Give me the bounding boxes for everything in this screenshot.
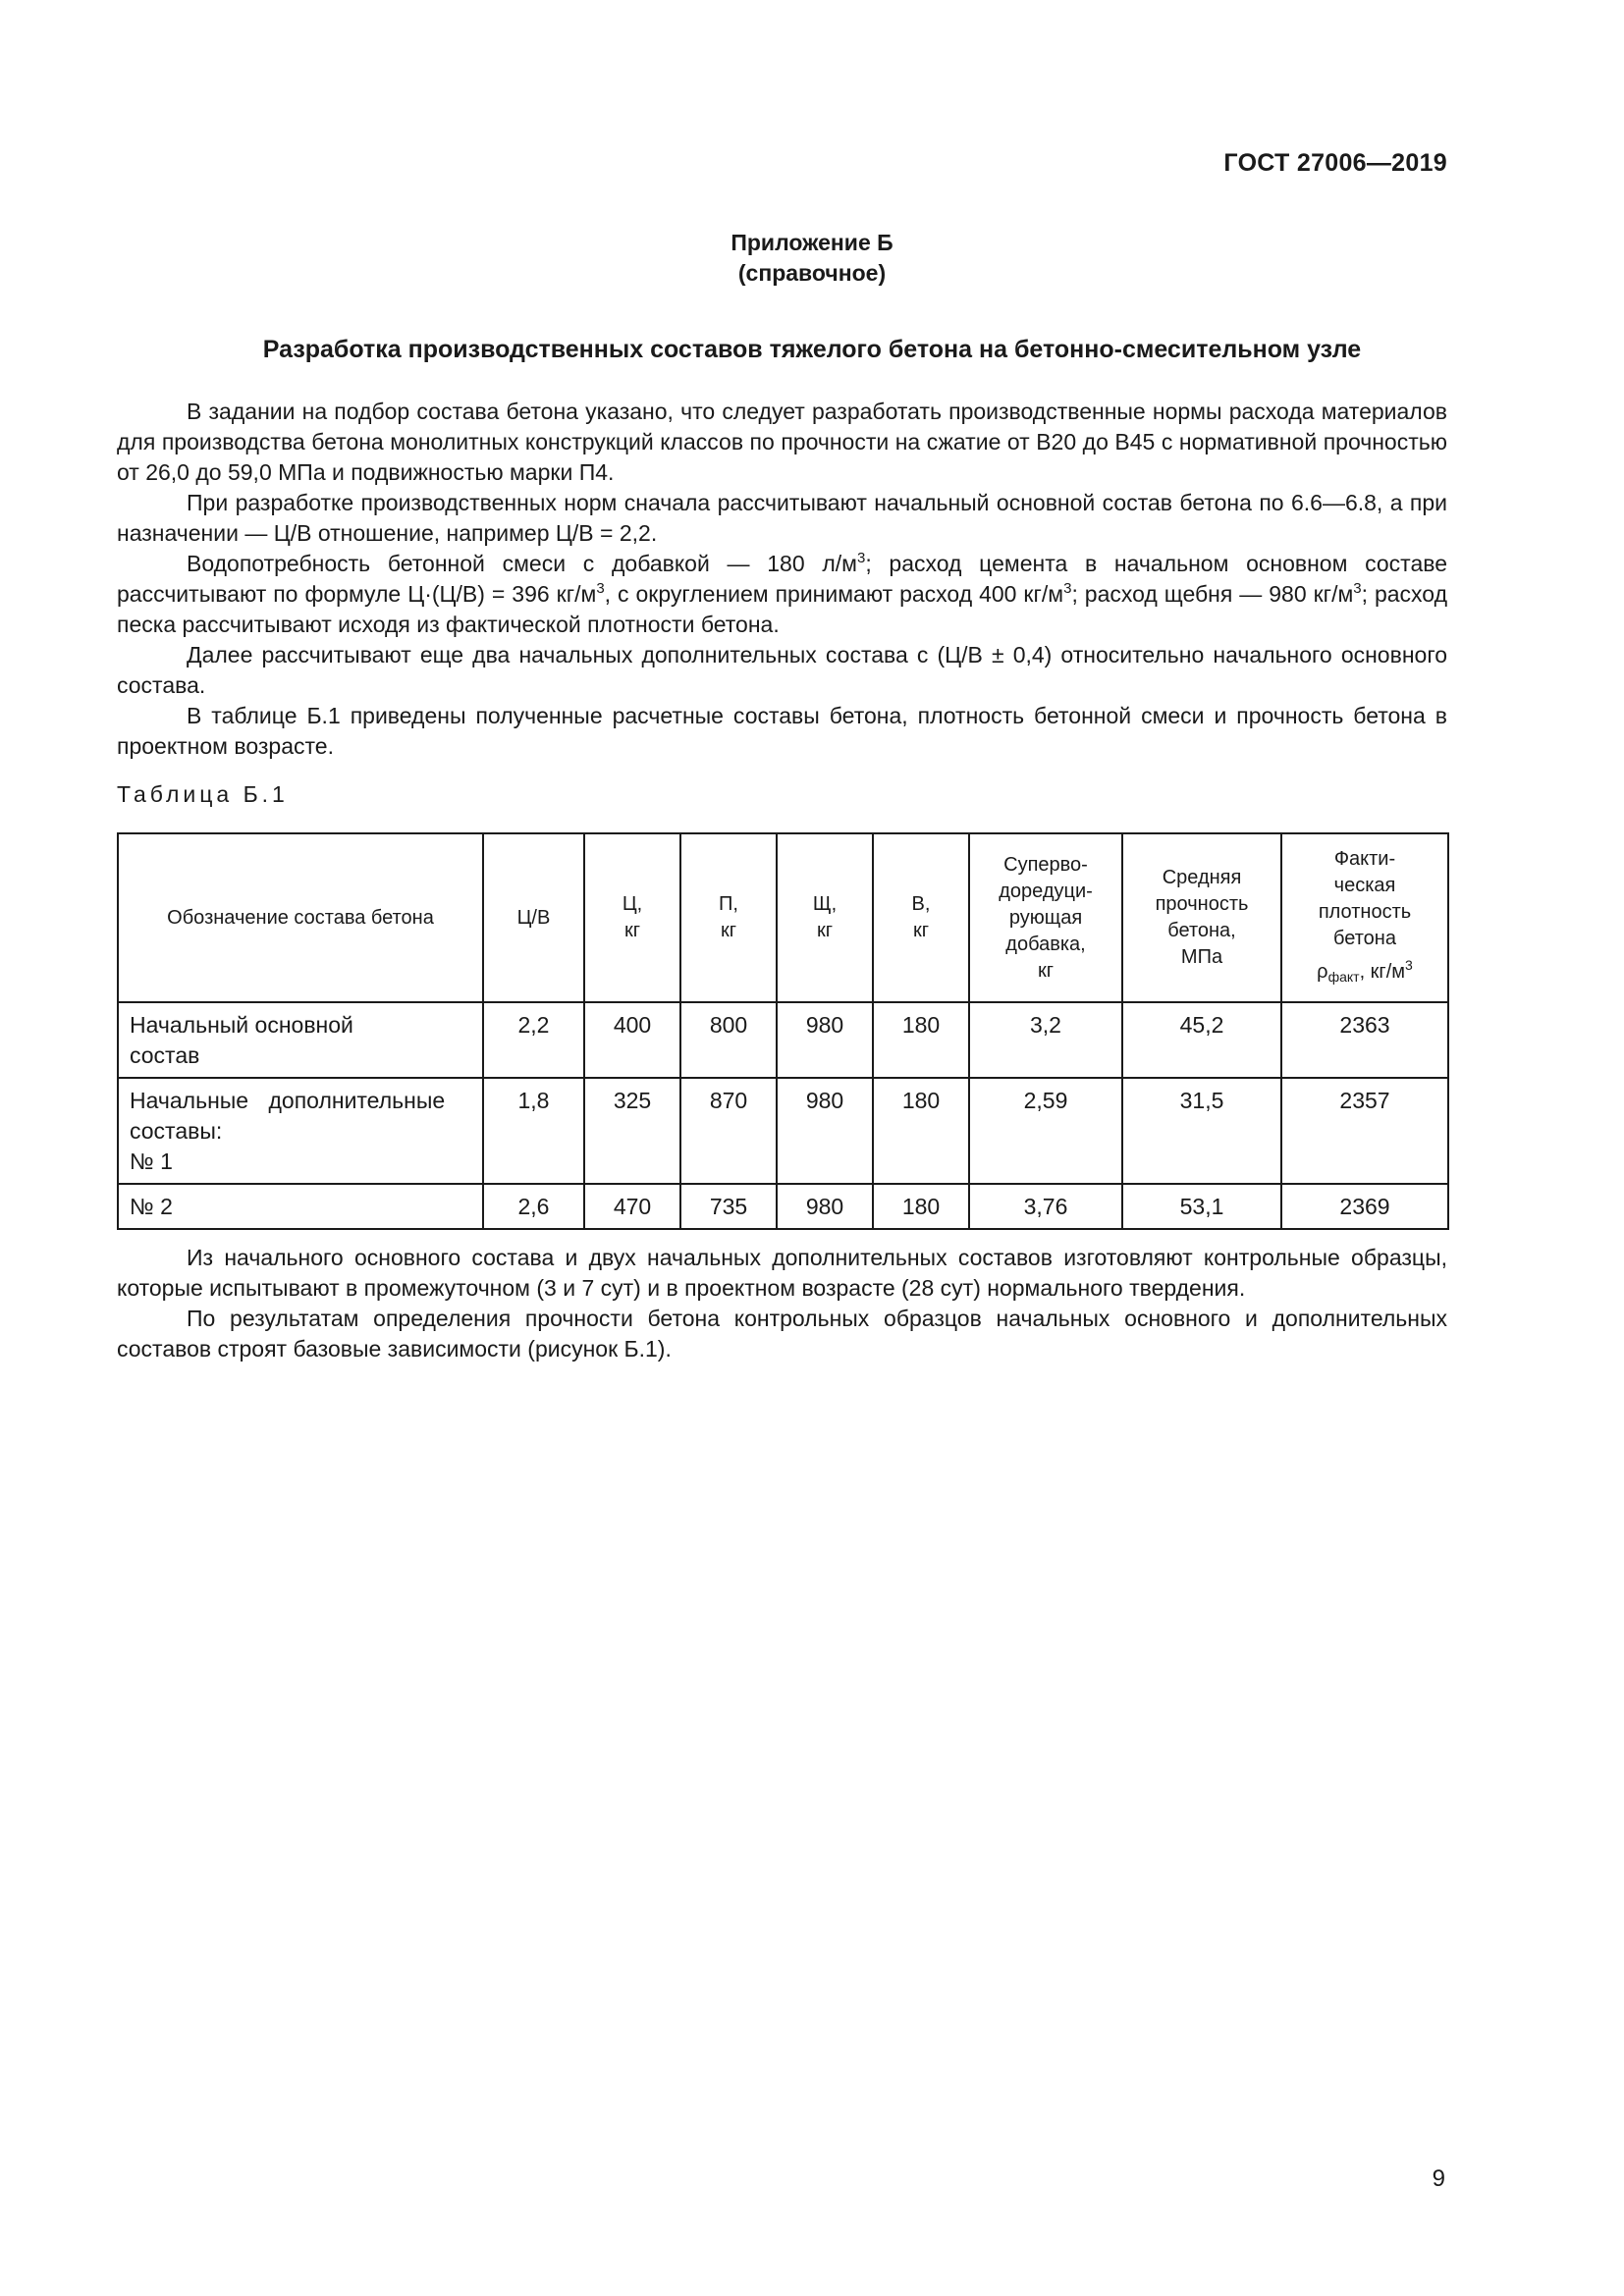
paragraph-6: Из начального основного состава и двух начальных дополнительных составов изготовляют контрольные образцы, которые испытывают в промежуточном (3 и 7 сут) и в проектном возрасте (28 сут) нормального твердения. [117,1245,1447,1301]
cell-superplasticizer: 2,59 [969,1078,1122,1184]
cell-cement: 325 [584,1078,680,1184]
appendix-title-block [0,228,1624,289]
cell-water: 180 [873,1078,969,1184]
header-line: ческая [1333,874,1396,896]
cell-crushed-stone: 980 [777,1078,873,1184]
cell-cement-water-ratio: 2,2 [483,1002,584,1078]
paragraph-3-part-c: , с округлением принимают расход 400 кг/м [604,581,1064,607]
superscript: 3 [1353,580,1362,597]
cell-composition-name: № 2 [118,1184,483,1229]
density-symbol: ρ [1317,960,1328,983]
header-line: МПа [1180,946,1223,968]
paragraph-3-part-a: Водопотребность бетонной смеси с добавкой — 180 л/м [187,551,857,576]
paragraph-1: В задании на подбор состава бетона указано, что следует разработать производственные нормы расхода материалов для производства бетона монолитных конструкций классов по прочности на сжатие от В20 до В45 с нормативной прочностью от 26,0 до 59,0 МПа и подвижностью марки П4. [117,399,1447,485]
cell-strength: 53,1 [1122,1184,1281,1229]
name-line: № 1 [130,1148,173,1174]
header-line: Щ, [812,893,838,915]
cell-superplasticizer: 3,76 [969,1184,1122,1229]
header-line: кг [1037,959,1055,982]
header-line: Факти- [1333,847,1396,870]
cell-superplasticizer: 3,2 [969,1002,1122,1078]
paragraph-5: В таблице Б.1 приведены полученные расчетные составы бетона, плотность бетонной смеси и прочность бетона в проектном возрасте. [117,703,1447,759]
cell-strength: 45,2 [1122,1002,1281,1078]
header-crushed-stone [777,833,873,1002]
name-line: Начальные дополнительные [130,1088,446,1113]
header-line: Ц, [622,893,643,915]
header-superplasticizer [969,833,1122,1002]
header-line: Суперво- [1003,853,1088,876]
header-line: Средняя [1162,867,1242,888]
superscript: 3 [1063,580,1072,597]
table-caption: Таблица Б.1 [117,781,289,807]
cell-crushed-stone: 980 [777,1184,873,1229]
name-line: составы: [130,1118,223,1144]
appendix-type: (справочное) [737,260,887,286]
header-line: доредуци- [999,880,1093,902]
header-cement [584,833,680,1002]
cell-water: 180 [873,1002,969,1078]
header-sand [680,833,777,1002]
header-line: бетона, [1167,920,1236,941]
section-heading: Разработка производственных составов тяжелого бетона на бетонно-смесительном узле [262,336,1362,363]
header-line: кг [912,920,930,941]
header-line: кг [816,920,834,941]
composition-table [117,832,1449,1230]
header-line: кг [720,920,737,941]
header-line: добавка, [1005,933,1086,955]
paragraph-3-part-b: ; расход цемента в начальном основном составе рассчитывают по формуле Ц·(Ц/В) = 396 кг/м [117,551,1447,607]
paragraph-3-part-e: ; расход песка рассчитывают исходя из фактической плотности бетона. [117,581,1448,637]
header-line: П, [719,893,738,915]
paragraph-7: По результатам определения прочности бетона контрольных образцов начальных основного и дополнительных составов строят базовые зависимости (рисунок Б.1). [117,1306,1447,1362]
density-unit: , кг/м [1359,960,1406,983]
cell-strength: 31,5 [1122,1078,1281,1184]
table-row [118,1078,1448,1184]
header-water [873,833,969,1002]
superscript: 3 [856,550,866,566]
document-code: ГОСТ 27006—2019 [1223,149,1447,177]
name-line: состав [130,1042,200,1068]
page-number: 9 [1432,2165,1445,2192]
table-row [118,1184,1448,1229]
cell-sand: 735 [680,1184,777,1229]
density-unit-superscript: 3 [1405,956,1413,973]
cell-density: 2357 [1281,1078,1448,1184]
header-line: рующая [1008,906,1083,929]
after-table-text [117,1243,1447,1364]
header-line: кг [623,920,641,941]
header-line: прочность [1155,893,1249,915]
body-text [117,397,1447,762]
cell-cement: 400 [584,1002,680,1078]
cell-density: 2369 [1281,1184,1448,1229]
appendix-title: Приложение Б [731,230,893,255]
cell-cement-water-ratio: 2,6 [483,1184,584,1229]
header-strength [1122,833,1281,1002]
cell-composition-name [118,1078,483,1184]
density-subscript: факт [1327,968,1360,985]
header-line: бетона [1333,927,1396,949]
paragraph-3 [117,549,1447,640]
cell-composition-name [118,1002,483,1078]
cell-density: 2363 [1281,1002,1448,1078]
table-row [118,1002,1448,1078]
cell-water: 180 [873,1184,969,1229]
superscript: 3 [596,580,605,597]
paragraph-4: Далее рассчитывают еще два начальных дополнительных состава с (Ц/В ± 0,4) относительно начального основного состава. [117,642,1447,698]
header-density [1281,833,1448,1002]
cell-crushed-stone: 980 [777,1002,873,1078]
table-header-row [118,833,1448,1002]
header-line: плотность [1318,900,1412,923]
cell-cement: 470 [584,1184,680,1229]
header-line: В, [911,893,931,915]
paragraph-2: При разработке производственных норм сначала рассчитывают начальный основной состав бетона по 6.6—6.8, а при назначении — Ц/В отношение, например Ц/В = 2,2. [117,490,1447,546]
cell-cement-water-ratio: 1,8 [483,1078,584,1184]
cell-sand: 870 [680,1078,777,1184]
name-line: Начальный основной [130,1012,353,1038]
cell-sand: 800 [680,1002,777,1078]
header-cement-water-ratio: Ц/В [483,833,584,1002]
paragraph-3-part-d: ; расход щебня — 980 кг/м [1071,581,1354,607]
header-composition-name: Обозначение состава бетона [118,833,483,1002]
